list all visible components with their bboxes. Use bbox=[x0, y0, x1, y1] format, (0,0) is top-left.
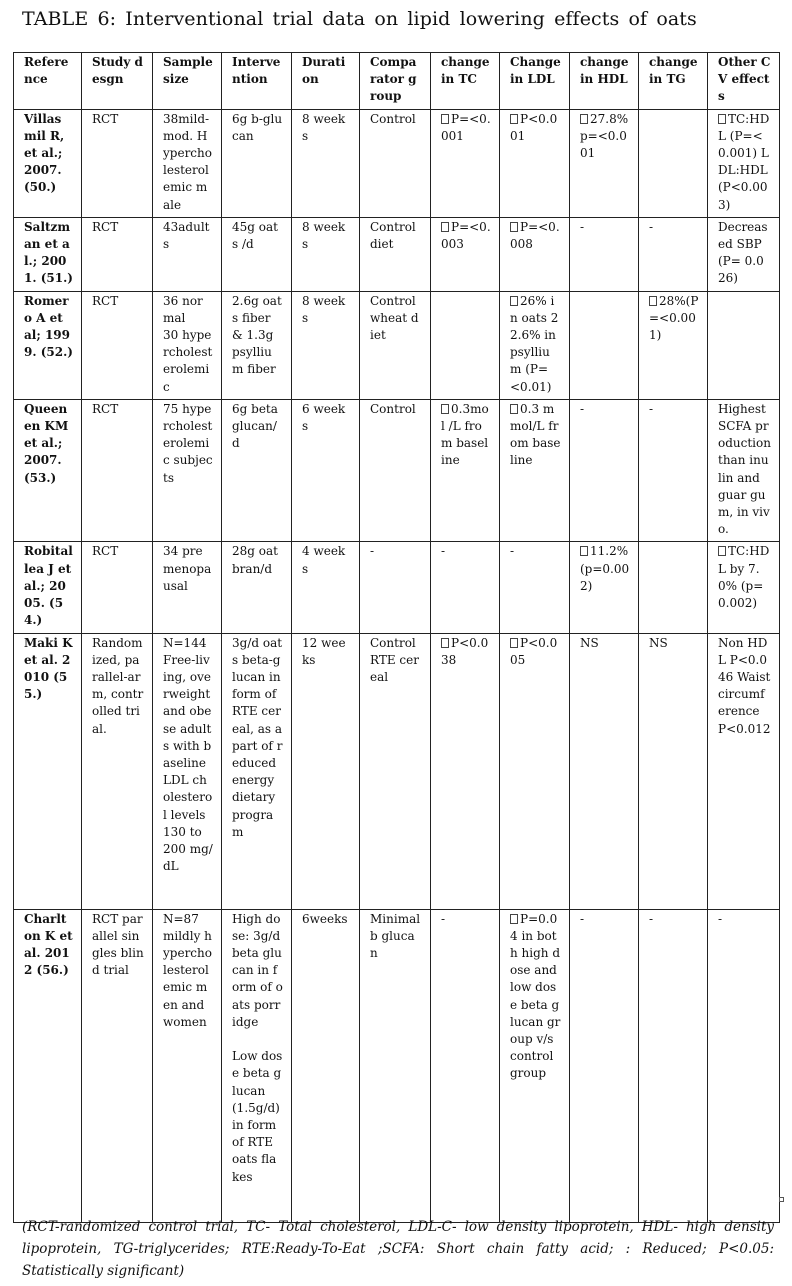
cell-intervention: 6g b-glucan bbox=[222, 109, 292, 217]
cell-study-design: RCT bbox=[82, 542, 153, 633]
header-row bbox=[14, 53, 780, 110]
cell-study-design: RCT bbox=[82, 217, 153, 291]
cell-intervention: 3g/d oats beta-glucan in form of RTE cereal, as a part of reduced energy dietary program bbox=[222, 633, 292, 909]
cell-change-tg: - bbox=[639, 217, 708, 291]
cell-sample-size: 36 normal 30 hypercholesterolemic bbox=[153, 291, 222, 399]
cell-intervention: 2.6g oats fiber & 1.3g psyllium fiber bbox=[222, 291, 292, 399]
cell-change-hdl bbox=[570, 291, 639, 399]
cell-intervention: 6g beta glucan/d bbox=[222, 399, 292, 542]
cell-text: TC:HDL (P=<0.001) LDL:HDL (P<0.003) bbox=[718, 111, 770, 212]
cell-change-tc bbox=[431, 399, 500, 542]
cell-other-cv: Decreased SBP (P= 0.026) bbox=[708, 217, 780, 291]
cell-other-cv: Highest SCFA production than inulin and guar gum, in vivo. bbox=[708, 399, 780, 542]
cell-comparator: Control RTE cereal bbox=[360, 633, 431, 909]
header-sample-size: Sample size bbox=[153, 53, 222, 110]
table-row bbox=[14, 633, 780, 909]
cell-text: 0.3mol /L from baseline bbox=[441, 401, 489, 468]
cell-intervention: High dose: 3g/d beta glucan in form of oats porridge Low dose beta glucan (1.5g/d) in form of RTE oats flakes bbox=[222, 909, 292, 1222]
cell-change-ldl bbox=[500, 633, 570, 909]
cell-text: 28%(P =<0.001) bbox=[649, 293, 699, 343]
cell-change-tg: - bbox=[639, 909, 708, 1222]
cell-change-hdl: - bbox=[570, 399, 639, 542]
cell-change-tg bbox=[639, 542, 708, 633]
cell-change-tg: - bbox=[639, 399, 708, 542]
table-row bbox=[14, 909, 780, 1222]
cell-text: 26% in oats 22.6% in psyllium (P= <0.01) bbox=[510, 293, 559, 394]
cell-change-tg bbox=[639, 291, 708, 399]
header-duration: Duration bbox=[292, 53, 360, 110]
cell-other-cv bbox=[708, 291, 780, 399]
cell-sample-size: 34 premenopausal bbox=[153, 542, 222, 633]
cell-study-design: RCT parallel singles blind trial bbox=[82, 909, 153, 1222]
reduced-icon bbox=[441, 222, 449, 232]
cell-change-hdl bbox=[570, 109, 639, 217]
cell-sample-size: 43adults bbox=[153, 217, 222, 291]
header-reference: Reference bbox=[14, 53, 82, 110]
header-intervention: Intervention bbox=[222, 53, 292, 110]
cell-text: P=<0.003 bbox=[441, 219, 491, 252]
cell-duration: 6 weeks bbox=[292, 399, 360, 542]
cell-duration: 4 weeks bbox=[292, 542, 360, 633]
cell-change-tc bbox=[431, 291, 500, 399]
cell-change-ldl bbox=[500, 909, 570, 1222]
cell-other-cv: - bbox=[708, 909, 780, 1222]
cell-text: P=<0.008 bbox=[510, 219, 560, 252]
table-title: TABLE 6: Interventional trial data on lipid lowering effects of oats bbox=[22, 8, 697, 30]
cell-reference: Charlton K et al. 2012 (56.) bbox=[14, 909, 82, 1222]
footnote: (RCT-randomized control trial, TC- Total cholesterol, LDL-C- low density lipoprotein, HDL- high density lipoprotein, TG-triglycerides; RTE:Ready-To-Eat ;SCFA: Short chain fatty acid; : Reduced; P<0.05: Statistically significant) bbox=[22, 1219, 774, 1279]
cell-sample-size: 38mild-mod. Hypercholesterolemic male bbox=[153, 109, 222, 217]
cell-comparator: Control wheat diet bbox=[360, 291, 431, 399]
header-change-hdl: change in HDL bbox=[570, 53, 639, 110]
reduced-icon bbox=[441, 404, 449, 414]
cell-comparator: Minimal b glucan bbox=[360, 909, 431, 1222]
header-other-cv: Other CV effects bbox=[708, 53, 780, 110]
cell-duration: 6weeks bbox=[292, 909, 360, 1222]
cell-intervention: 45g oats /d bbox=[222, 217, 292, 291]
reduced-icon bbox=[441, 114, 449, 124]
cell-change-tg: NS bbox=[639, 633, 708, 909]
cell-text: 11.2% (p=0.002) bbox=[580, 544, 630, 593]
cell-comparator: - bbox=[360, 542, 431, 633]
cell-study-design: Randomized, parallel-arm, controlled trial. bbox=[82, 633, 153, 909]
cell-reference: Queenen KM et al.; 2007. (53.) bbox=[14, 399, 82, 542]
cell-change-tc: - bbox=[431, 909, 500, 1222]
cell-duration: 8 weeks bbox=[292, 291, 360, 399]
header-study-design: Study desgn bbox=[82, 53, 153, 110]
cell-text: P=0.04 in both high dose and low dose beta glucan group v/s control group bbox=[510, 911, 561, 1081]
cell-reference: Villasmil R, et al.; 2007. (50.) bbox=[14, 109, 82, 217]
reduced-icon bbox=[510, 114, 518, 124]
cell-text: P<0.005 bbox=[510, 635, 558, 667]
header-change-tc: change in TC bbox=[431, 53, 500, 110]
reduced-icon bbox=[510, 914, 518, 924]
table-row bbox=[14, 542, 780, 633]
cell-reference: Maki K et al. 2010 (55.) bbox=[14, 633, 82, 909]
cell-sample-size: N=87 mildly hypercholesterolemic men and women bbox=[153, 909, 222, 1222]
cell-change-ldl bbox=[500, 109, 570, 217]
cell-text: TC:HDL by 7.0% (p= 0.002) bbox=[718, 544, 770, 611]
cell-text: P=<0.001 bbox=[441, 111, 491, 143]
cell-other-cv bbox=[708, 542, 780, 633]
data-table bbox=[13, 52, 780, 1223]
cell-sample-size: N=144 Free-living, overweight and obese adults with baseline LDL cholesterol levels 130 to 200 mg/dL bbox=[153, 633, 222, 909]
reduced-icon bbox=[718, 546, 726, 556]
table-resize-handle[interactable] bbox=[779, 1197, 784, 1202]
reduced-icon bbox=[510, 296, 518, 306]
cell-study-design: RCT bbox=[82, 109, 153, 217]
header-change-ldl: Change in LDL bbox=[500, 53, 570, 110]
reduced-icon bbox=[510, 222, 518, 232]
cell-duration: 12 weeks bbox=[292, 633, 360, 909]
reduced-icon bbox=[718, 114, 726, 124]
cell-text: P<0.001 bbox=[510, 111, 558, 143]
cell-change-ldl bbox=[500, 399, 570, 542]
reduced-icon bbox=[580, 114, 588, 124]
cell-change-ldl: - bbox=[500, 542, 570, 633]
cell-reference: Romero A et al; 1999. (52.) bbox=[14, 291, 82, 399]
cell-comparator: Control bbox=[360, 109, 431, 217]
reduced-icon bbox=[441, 638, 449, 648]
table-row bbox=[14, 217, 780, 291]
cell-change-hdl: - bbox=[570, 217, 639, 291]
cell-change-tg bbox=[639, 109, 708, 217]
cell-other-cv: Non HDL P<0.046 Waist circumference P<0.012 bbox=[708, 633, 780, 909]
cell-change-tc: - bbox=[431, 542, 500, 633]
cell-comparator: Control diet bbox=[360, 217, 431, 291]
table-row bbox=[14, 399, 780, 542]
cell-change-hdl: - bbox=[570, 909, 639, 1222]
reduced-icon bbox=[510, 404, 518, 414]
cell-change-hdl bbox=[570, 542, 639, 633]
cell-change-hdl: NS bbox=[570, 633, 639, 909]
table-row bbox=[14, 291, 780, 399]
header-comparator: Comparator group bbox=[360, 53, 431, 110]
cell-change-tc bbox=[431, 633, 500, 909]
cell-study-design: RCT bbox=[82, 399, 153, 542]
cell-change-tc bbox=[431, 109, 500, 217]
header-change-tg: change in TG bbox=[639, 53, 708, 110]
cell-intervention: 28g oat bran/d bbox=[222, 542, 292, 633]
cell-change-ldl bbox=[500, 217, 570, 291]
reduced-icon bbox=[510, 638, 518, 648]
cell-change-tc bbox=[431, 217, 500, 291]
cell-other-cv bbox=[708, 109, 780, 217]
reduced-icon bbox=[649, 296, 657, 306]
cell-duration: 8 weeks bbox=[292, 217, 360, 291]
cell-reference: Robitallea J et al.; 2005. (54.) bbox=[14, 542, 82, 633]
cell-duration: 8 weeks bbox=[292, 109, 360, 217]
cell-study-design: RCT bbox=[82, 291, 153, 399]
cell-sample-size: 75 hypercholesterolemic subjects bbox=[153, 399, 222, 542]
cell-reference: Saltzman et al.; 2001. (51.) bbox=[14, 217, 82, 291]
cell-text: P<0.038 bbox=[441, 635, 489, 667]
reduced-icon bbox=[580, 546, 588, 556]
cell-text: 0.3 mmol/L from baseline bbox=[510, 401, 561, 468]
cell-text: 27.8% p=<0.001 bbox=[580, 111, 629, 161]
table-row bbox=[14, 109, 780, 217]
cell-change-ldl bbox=[500, 291, 570, 399]
cell-comparator: Control bbox=[360, 399, 431, 542]
